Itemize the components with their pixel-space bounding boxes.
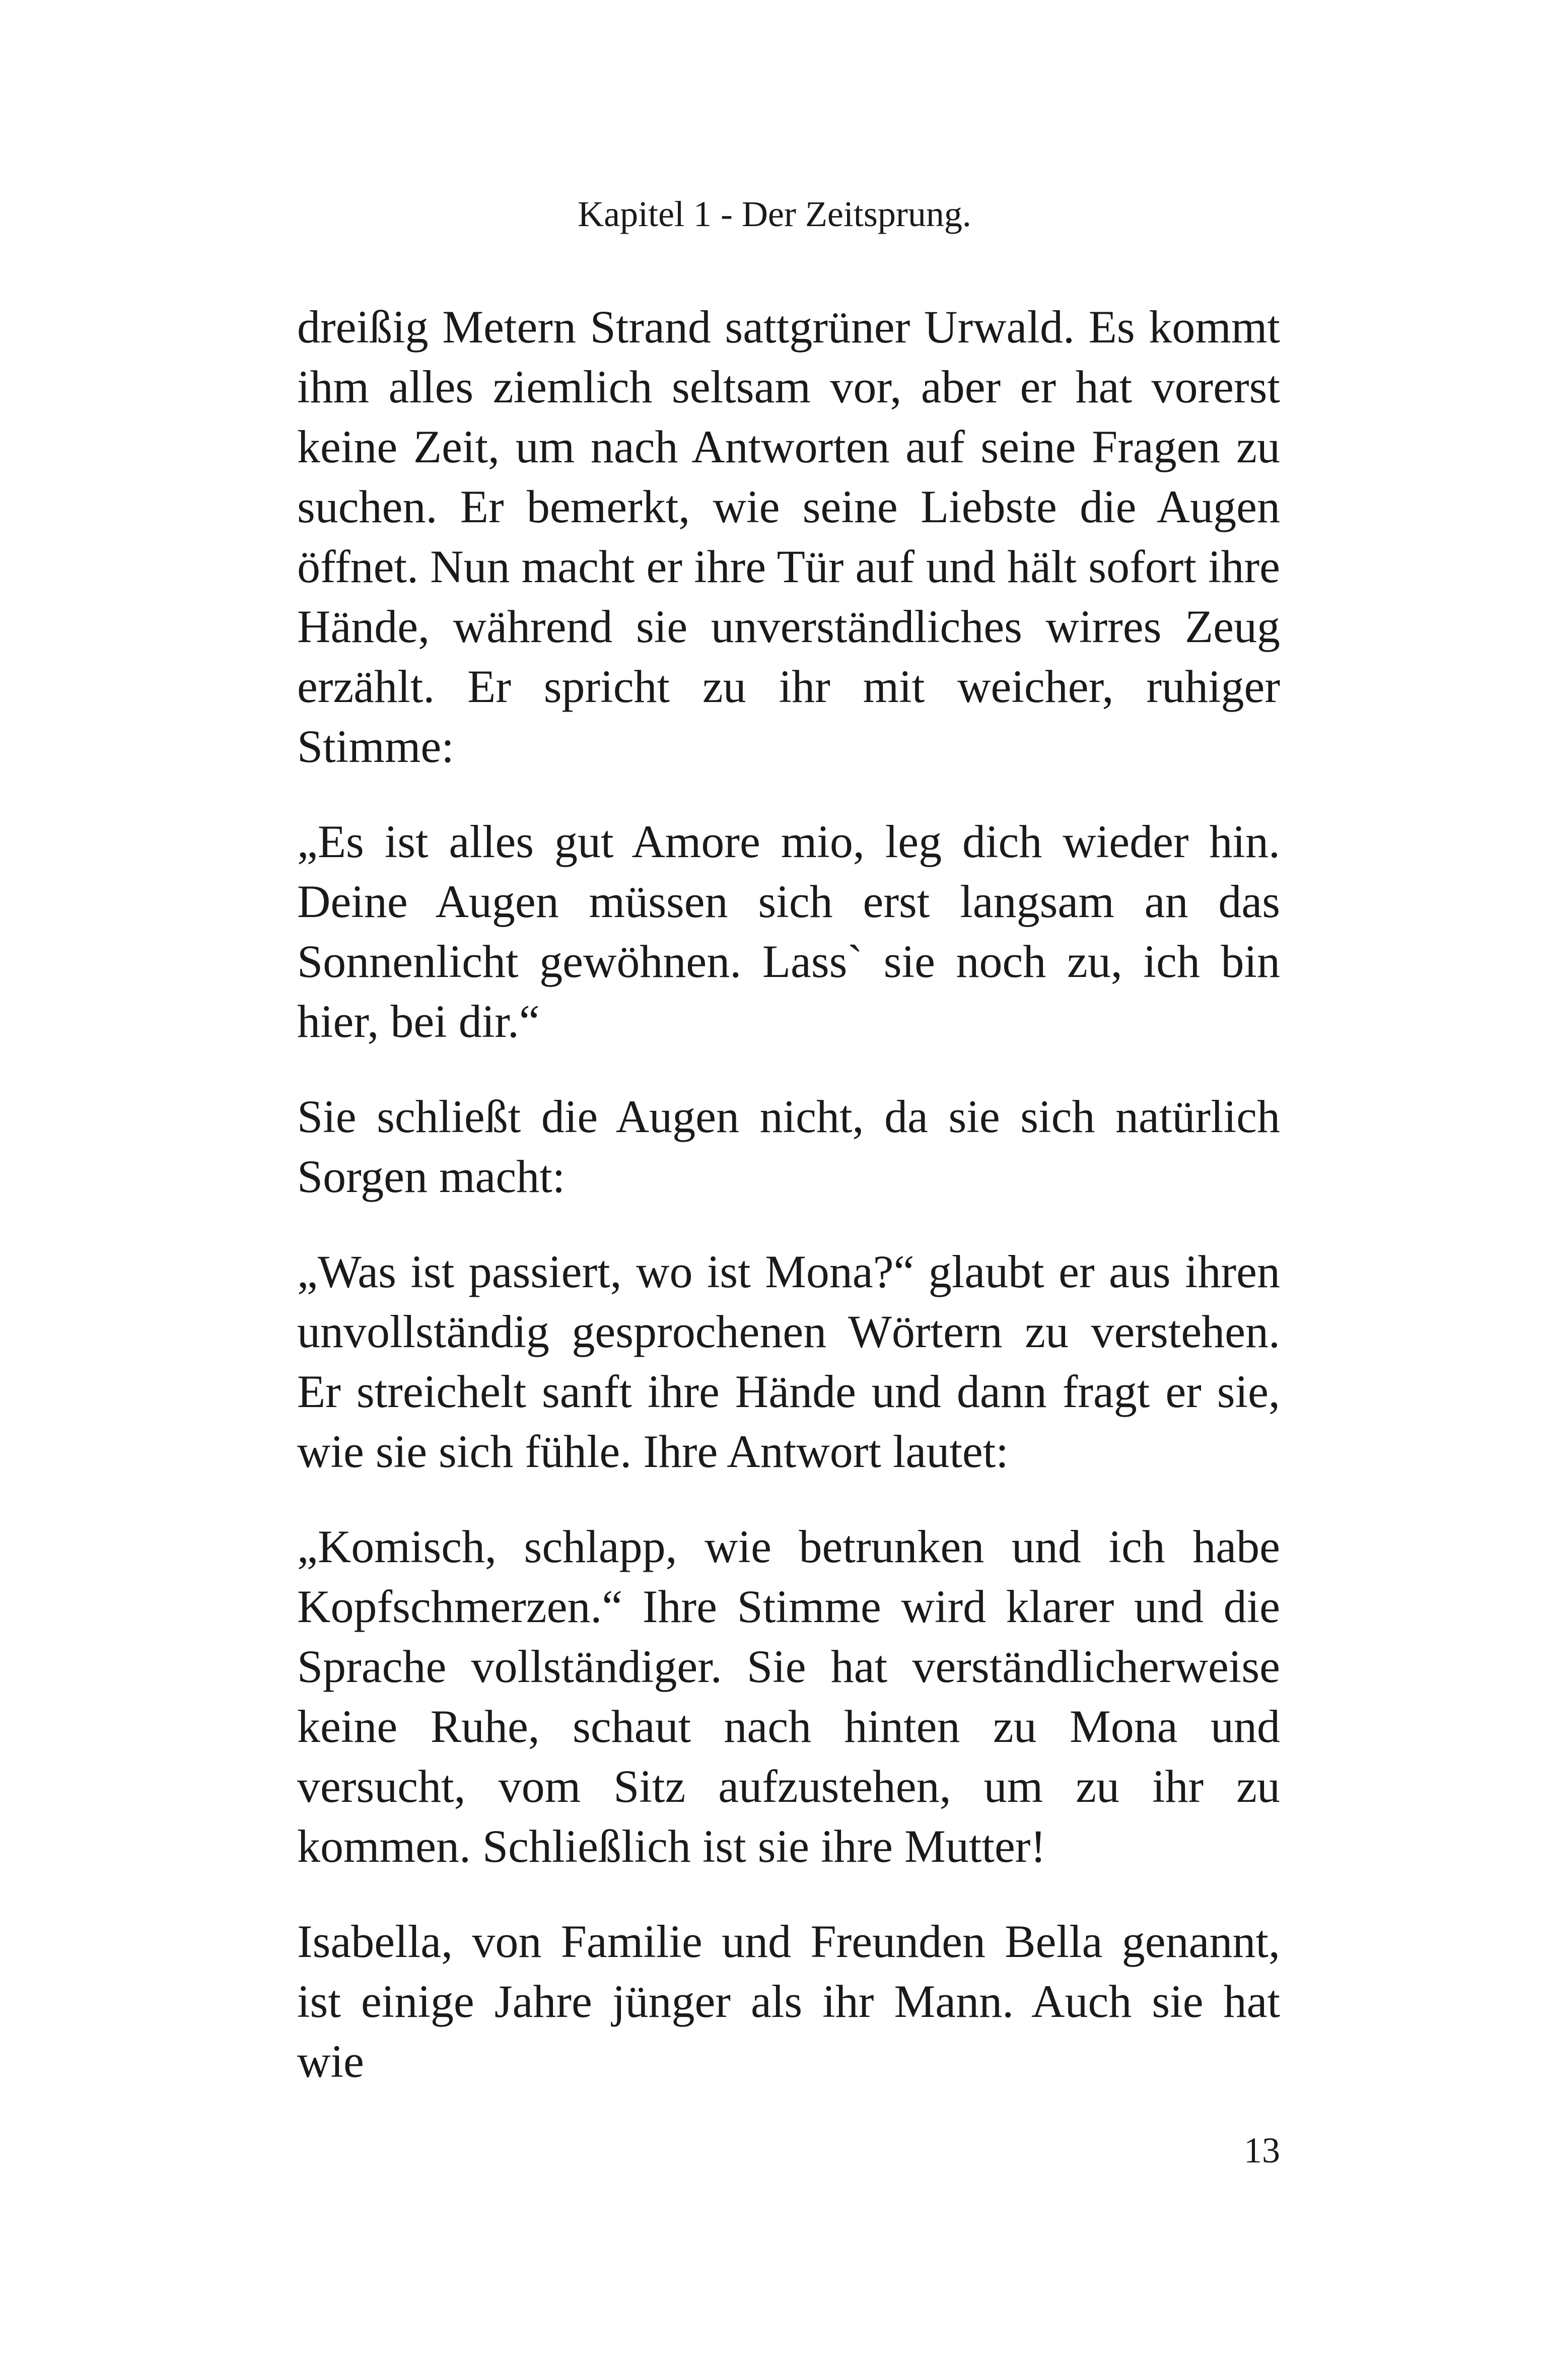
page-number: 13: [1244, 2130, 1280, 2171]
running-header-chapter-title: Kapitel 1 - Der Zeitsprung.: [578, 194, 971, 234]
paragraph: „Komisch, schlapp, wie betrunken und ich habe Kopfschmerzen.“ Ihre Stimme wird klarer und die Sprache vollständiger. Sie hat verständlicherweise keine Ruhe, schaut nach hinten zu Mona und versucht, vom Sitz aufzustehen, um zu ihr zu kommen. Schließlich ist sie ihre Mutter!: [297, 1521, 1280, 1872]
paragraph-continued: Isabella, von Familie und Freunden Bella genannt, ist einige Jahre jünger als ihr Mann. Auch sie hat wie: [297, 1916, 1280, 2087]
paragraph: dreißig Metern Strand sattgrüner Urwald. Es kommt ihm alles ziemlich seltsam vor, aber er hat vorerst keine Zeit, um nach Antworten auf seine Fragen zu suchen. Er bemerkt, wie seine Liebste die Augen öffnet. Nun macht er ihre Tür auf und hält sofort ihre Hände, während sie unverständliches wirres Zeug erzählt. Er spricht zu ihr mit weicher, ruhiger Stimme:: [297, 301, 1280, 772]
page-body-text: [297, 297, 1280, 2127]
paragraph: „Es ist alles gut Amore mio, leg dich wieder hin. Deine Augen müssen sich erst langsam an das Sonnenlicht gewöhnen. Lass` sie noch zu, ich bin hier, bei dir.“: [297, 816, 1280, 1047]
paragraph: Sie schließt die Augen nicht, da sie sich natürlich Sorgen macht:: [297, 1091, 1280, 1202]
paragraph: „Was ist passiert, wo ist Mona?“ glaubt er aus ihren unvollständig gesprochenen Wörtern zu verstehen. Er streichelt sanft ihre Hände und dann fragt er sie, wie sie sich fühle. Ihre Antwort lautet:: [297, 1246, 1280, 1477]
